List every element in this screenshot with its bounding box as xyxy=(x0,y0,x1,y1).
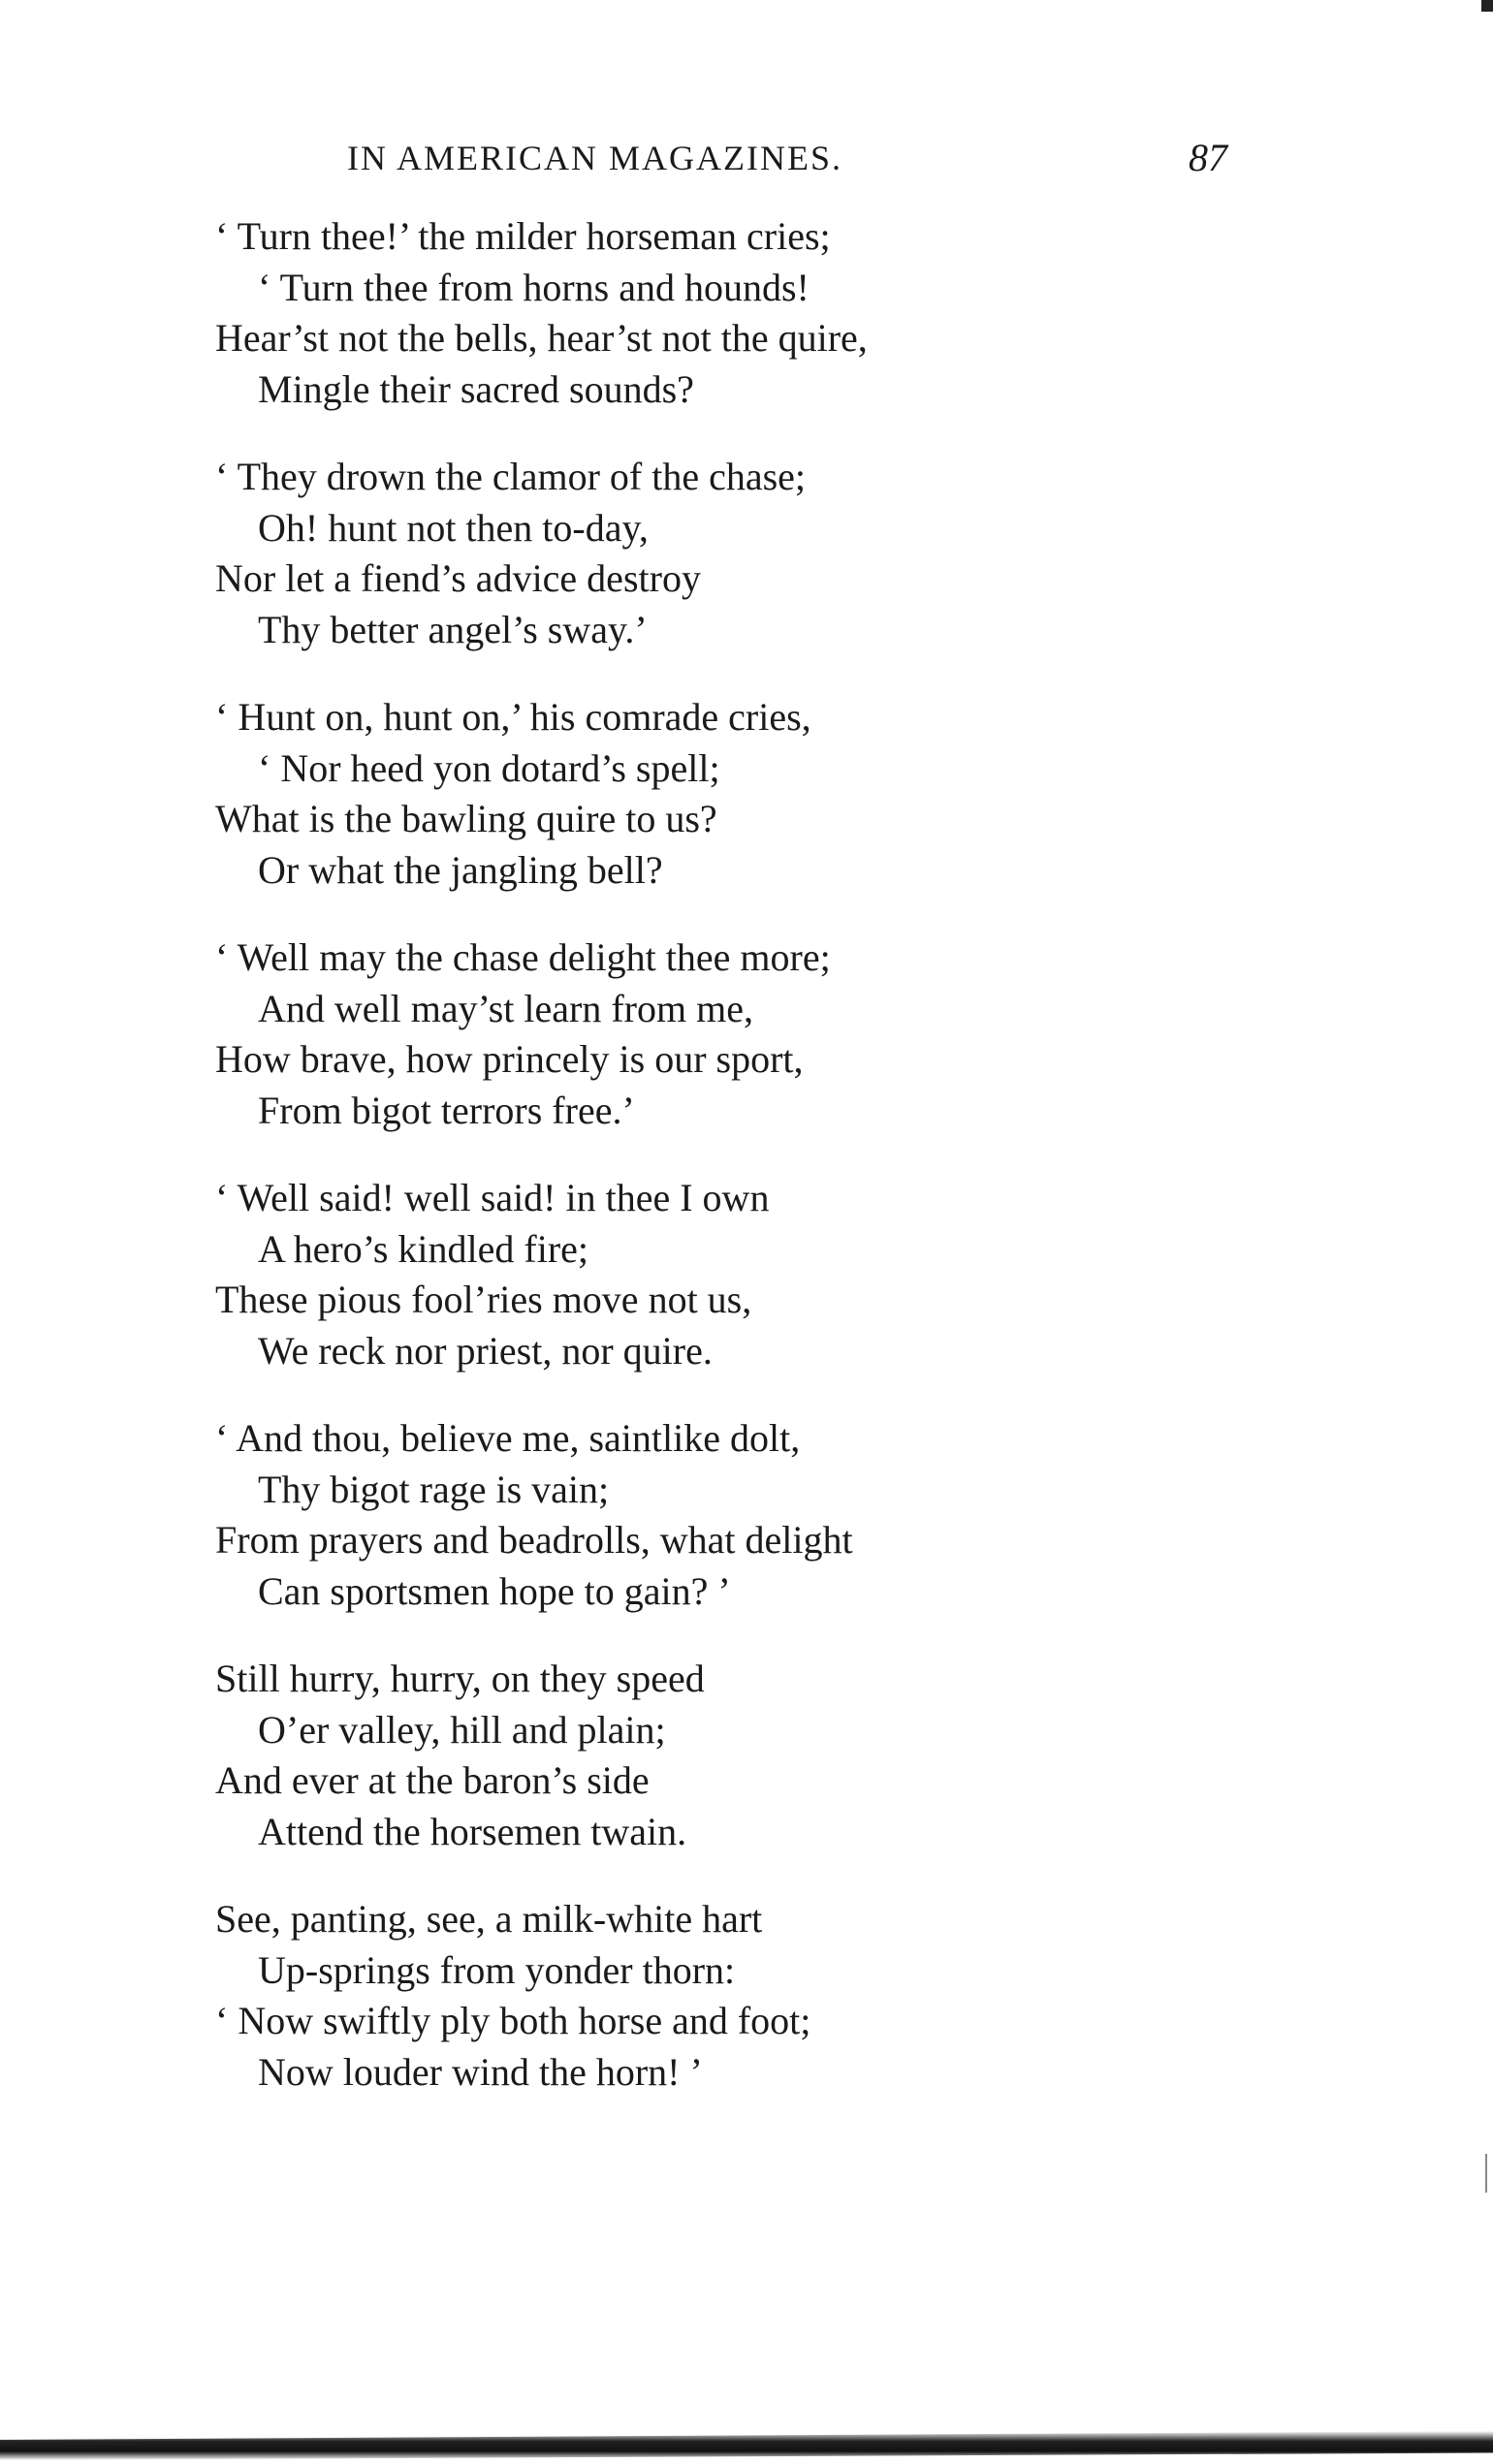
verse-line: O’er valley, hill and plain; xyxy=(258,1707,666,1752)
verse-line: And well may’st learn from me, xyxy=(258,986,753,1030)
verse-line: ‘ Hunt on, hunt on,’ his comrade cries, xyxy=(215,695,811,739)
page-bottom-edge xyxy=(0,2431,1493,2460)
verse-line: Mingle their sacred sounds? xyxy=(258,366,694,411)
corner-mark xyxy=(1481,0,1493,12)
page-edge-mark xyxy=(1485,2154,1487,2193)
verse-line: We reck nor priest, nor quire. xyxy=(258,1328,713,1373)
verse-line: Nor let a fiend’s advice destroy xyxy=(215,556,701,600)
verse-line: Or what the jangling bell? xyxy=(258,847,663,892)
verse-line: Can sportsmen hope to gain? ’ xyxy=(258,1568,731,1613)
stanza xyxy=(215,1654,1301,1894)
verse-line: These pious fool’ries move not us, xyxy=(215,1278,752,1321)
stanza xyxy=(215,452,1301,692)
stanza xyxy=(215,932,1301,1173)
stanza xyxy=(215,1173,1301,1413)
verse-line: Attend the horsemen twain. xyxy=(258,1809,687,1853)
verse-line: What is the bawling quire to us? xyxy=(215,797,717,840)
stanza xyxy=(215,1413,1301,1654)
page-number: 87 xyxy=(1189,136,1227,179)
verse-line: ‘ Turn thee from horns and hounds! xyxy=(258,265,810,309)
stanza xyxy=(215,1894,1301,2134)
verse-line: Oh! hunt not then to-day, xyxy=(258,505,649,550)
verse-line: Up-springs from yonder thorn: xyxy=(258,1947,736,1992)
verse-line: ‘ Now swiftly ply both horse and foot; xyxy=(215,1999,811,2042)
verse-line: From bigot terrors free.’ xyxy=(258,1088,635,1132)
verse-line: ‘ Turn thee!’ the milder horseman cries; xyxy=(215,214,831,258)
verse-line: How brave, how princely is our sport, xyxy=(215,1037,804,1081)
stanza xyxy=(215,211,1301,452)
verse-line: ‘ And thou, believe me, saintlike dolt, xyxy=(215,1416,801,1460)
verse-line: And ever at the baron’s side xyxy=(215,1758,650,1802)
verse-line: Thy better angel’s sway.’ xyxy=(258,607,648,651)
verse-line: From prayers and beadrolls, what delight xyxy=(215,1518,853,1562)
running-head xyxy=(0,134,1493,182)
verse-line: ‘ Nor heed yon dotard’s spell; xyxy=(258,745,720,790)
stanza xyxy=(215,692,1301,932)
verse-line: See, panting, see, a milk-white hart xyxy=(215,1897,763,1941)
verse-line: Thy bigot rage is vain; xyxy=(258,1467,610,1511)
verse-line: A hero’s kindled fire; xyxy=(258,1226,589,1271)
poem xyxy=(215,211,1301,2134)
verse-line: ‘ They drown the clamor of the chase; xyxy=(215,455,807,498)
verse-line: ‘ Well said! well said! in thee I own xyxy=(215,1176,770,1219)
verse-line: Hear’st not the bells, hear’st not the quire, xyxy=(215,316,868,360)
verse-line: ‘ Well may the chase delight thee more; xyxy=(215,935,831,979)
running-head-title: IN AMERICAN MAGAZINES. xyxy=(347,139,842,177)
verse-line: Now louder wind the horn! ’ xyxy=(258,2049,703,2094)
verse-line: Still hurry, hurry, on they speed xyxy=(215,1657,705,1700)
